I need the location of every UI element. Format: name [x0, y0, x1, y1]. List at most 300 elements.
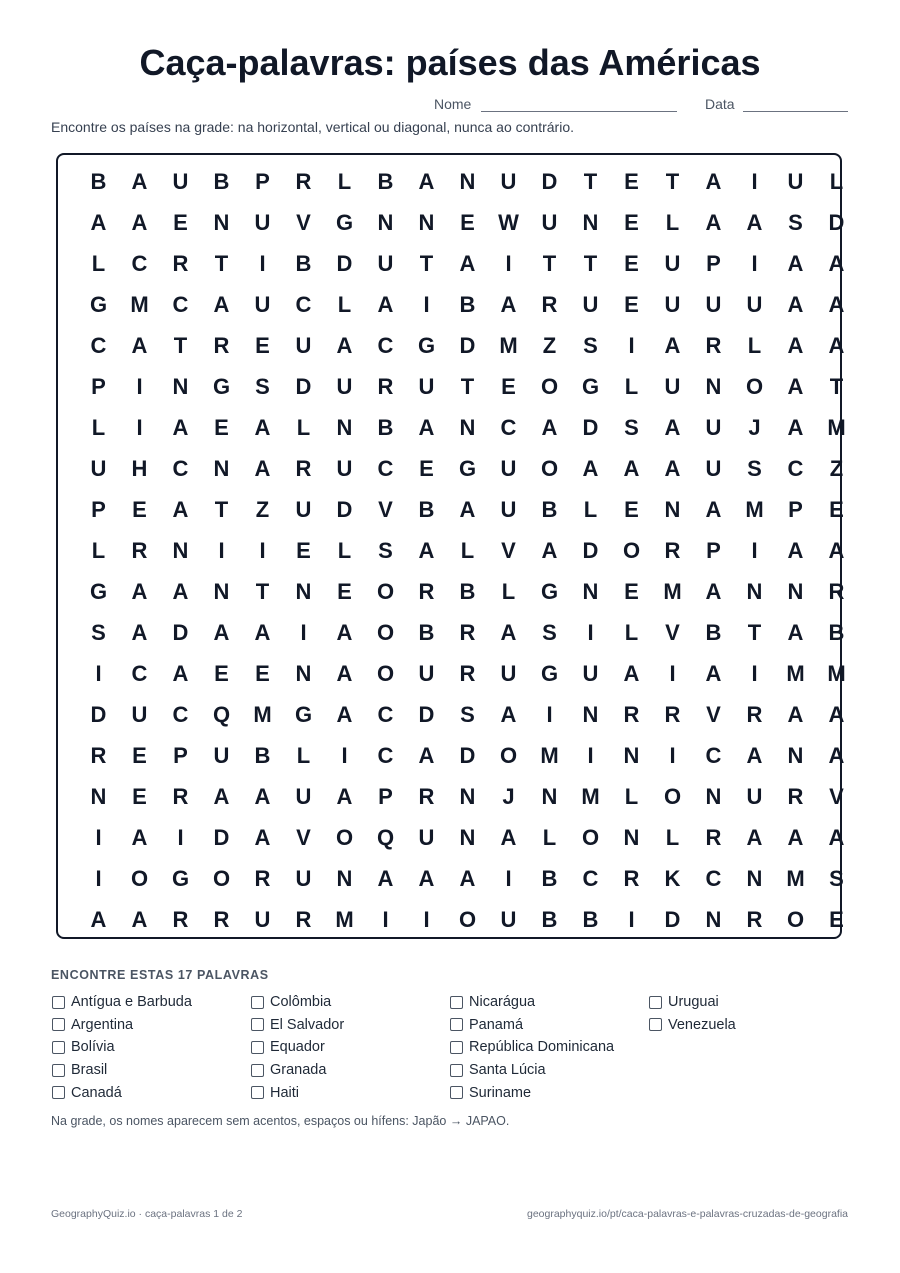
grid-letter[interactable]: R [295, 455, 312, 481]
grid-letter[interactable]: U [746, 783, 763, 809]
grid-letter[interactable]: U [295, 783, 312, 809]
grid-letter[interactable]: N [582, 209, 599, 235]
grid-letter[interactable]: O [786, 906, 805, 932]
grid-letter[interactable]: O [376, 619, 395, 645]
grid-letter[interactable]: O [540, 455, 559, 481]
grid-letter[interactable]: A [746, 209, 763, 235]
grid-letter[interactable]: G [171, 865, 190, 891]
grid-letter[interactable]: S [542, 619, 557, 645]
name-field-line[interactable] [481, 111, 677, 112]
grid-letter[interactable]: U [172, 168, 189, 194]
grid-letter[interactable]: P [91, 496, 106, 522]
grid-letter[interactable]: R [90, 742, 107, 768]
grid-letter[interactable]: A [459, 496, 476, 522]
grid-letter[interactable]: A [213, 291, 230, 317]
grid-letter[interactable]: M [827, 414, 846, 440]
grid-letter[interactable]: N [172, 373, 189, 399]
checkbox-icon[interactable] [251, 1086, 264, 1099]
grid-letter[interactable]: B [541, 496, 558, 522]
grid-letter[interactable]: R [623, 701, 640, 727]
grid-letter[interactable]: M [335, 906, 354, 932]
grid-letter[interactable]: T [214, 250, 229, 276]
grid-letter[interactable]: E [214, 414, 229, 440]
grid-letter[interactable]: C [377, 742, 394, 768]
grid-letter[interactable]: A [623, 660, 640, 686]
word-list-item[interactable] [450, 991, 649, 1014]
grid-letter[interactable]: E [255, 332, 270, 358]
grid-letter[interactable]: I [505, 250, 512, 276]
grid-letter[interactable]: R [213, 906, 230, 932]
grid-letter[interactable]: B [213, 168, 230, 194]
grid-letter[interactable]: R [541, 291, 558, 317]
grid-letter[interactable]: P [378, 783, 393, 809]
grid-letter[interactable]: I [669, 660, 676, 686]
grid-letter[interactable]: C [172, 455, 189, 481]
grid-letter[interactable]: J [502, 783, 515, 809]
grid-letter[interactable]: N [459, 414, 476, 440]
grid-letter[interactable]: Z [255, 496, 270, 522]
grid-letter[interactable]: C [705, 865, 722, 891]
grid-letter[interactable]: B [418, 496, 435, 522]
checkbox-icon[interactable] [251, 1064, 264, 1077]
word-list-item[interactable] [450, 1014, 649, 1037]
word-list-item[interactable] [251, 1059, 450, 1082]
grid-letter[interactable]: A [705, 660, 722, 686]
grid-letter[interactable]: I [95, 824, 102, 850]
grid-letter[interactable]: A [254, 824, 271, 850]
grid-letter[interactable]: L [460, 537, 475, 563]
grid-letter[interactable]: U [295, 865, 312, 891]
grid-letter[interactable]: R [418, 783, 435, 809]
grid-letter[interactable]: T [542, 250, 557, 276]
word-list-item[interactable] [52, 1081, 251, 1104]
grid-letter[interactable]: D [459, 742, 476, 768]
grid-letter[interactable]: O [130, 865, 149, 891]
grid-letter[interactable]: U [664, 291, 681, 317]
grid-letter[interactable]: A [254, 783, 271, 809]
grid-letter[interactable]: N [746, 865, 763, 891]
grid-letter[interactable]: A [828, 332, 845, 358]
word-list-item[interactable] [52, 1059, 251, 1082]
grid-letter[interactable]: U [418, 824, 435, 850]
checkbox-icon[interactable] [52, 1018, 65, 1031]
grid-letter[interactable]: L [665, 824, 680, 850]
grid-letter[interactable]: T [829, 373, 844, 399]
grid-letter[interactable]: U [664, 373, 681, 399]
grid-letter[interactable]: E [214, 660, 229, 686]
grid-letter[interactable]: E [624, 168, 639, 194]
grid-letter[interactable]: U [213, 742, 230, 768]
grid-letter[interactable]: N [623, 742, 640, 768]
grid-letter[interactable]: T [460, 373, 475, 399]
grid-letter[interactable]: T [747, 619, 762, 645]
grid-letter[interactable]: L [624, 783, 639, 809]
grid-letter[interactable]: M [786, 865, 805, 891]
grid-letter[interactable]: I [628, 906, 635, 932]
grid-letter[interactable]: G [581, 373, 600, 399]
grid-letter[interactable]: B [459, 291, 476, 317]
grid-letter[interactable]: N [459, 168, 476, 194]
word-list-item[interactable] [52, 1014, 251, 1037]
grid-letter[interactable]: R [459, 660, 476, 686]
grid-letter[interactable]: A [500, 619, 517, 645]
checkbox-icon[interactable] [649, 1018, 662, 1031]
grid-letter[interactable]: C [377, 455, 394, 481]
grid-letter[interactable]: I [628, 332, 635, 358]
grid-letter[interactable]: U [500, 455, 517, 481]
grid-letter[interactable]: R [664, 537, 681, 563]
grid-letter[interactable]: A [705, 168, 722, 194]
grid-letter[interactable]: N [787, 578, 804, 604]
grid-letter[interactable]: I [136, 414, 143, 440]
grid-letter[interactable]: Q [376, 824, 395, 850]
grid-letter[interactable]: R [213, 332, 230, 358]
grid-letter[interactable]: L [337, 537, 352, 563]
grid-letter[interactable]: T [173, 332, 188, 358]
grid-letter[interactable]: A [787, 414, 804, 440]
grid-letter[interactable]: A [418, 742, 435, 768]
grid-letter[interactable]: G [458, 455, 477, 481]
grid-letter[interactable]: I [423, 291, 430, 317]
grid-letter[interactable]: A [664, 455, 681, 481]
grid-letter[interactable]: A [828, 824, 845, 850]
grid-letter[interactable]: A [828, 742, 845, 768]
grid-letter[interactable]: U [664, 250, 681, 276]
grid-letter[interactable]: R [295, 168, 312, 194]
grid-letter[interactable]: U [500, 660, 517, 686]
grid-letter[interactable]: I [751, 168, 758, 194]
checkbox-icon[interactable] [251, 1018, 264, 1031]
grid-letter[interactable]: Z [542, 332, 557, 358]
grid-letter[interactable]: A [172, 660, 189, 686]
grid-letter[interactable]: M [499, 332, 518, 358]
grid-letter[interactable]: L [91, 537, 106, 563]
grid-letter[interactable]: I [382, 906, 389, 932]
grid-letter[interactable]: U [418, 373, 435, 399]
grid-letter[interactable]: N [787, 742, 804, 768]
grid-letter[interactable]: D [90, 701, 107, 727]
grid-letter[interactable]: O [458, 906, 477, 932]
grid-letter[interactable]: A [90, 906, 107, 932]
grid-letter[interactable]: C [172, 701, 189, 727]
grid-letter[interactable]: V [665, 619, 680, 645]
grid-letter[interactable]: D [664, 906, 681, 932]
grid-letter[interactable]: M [130, 291, 149, 317]
grid-letter[interactable]: A [582, 455, 599, 481]
grid-letter[interactable]: L [91, 414, 106, 440]
grid-letter[interactable]: O [335, 824, 354, 850]
grid-letter[interactable]: A [377, 291, 394, 317]
grid-letter[interactable]: E [624, 578, 639, 604]
grid-letter[interactable]: O [745, 373, 764, 399]
grid-letter[interactable]: S [788, 209, 803, 235]
grid-letter[interactable]: T [255, 578, 270, 604]
grid-letter[interactable]: L [91, 250, 106, 276]
grid-letter[interactable]: A [459, 865, 476, 891]
grid-letter[interactable]: V [706, 701, 721, 727]
grid-letter[interactable]: R [787, 783, 804, 809]
grid-letter[interactable]: C [131, 250, 148, 276]
grid-letter[interactable]: A [254, 414, 271, 440]
checkbox-icon[interactable] [52, 1064, 65, 1077]
grid-letter[interactable]: G [540, 660, 559, 686]
grid-letter[interactable]: N [295, 578, 312, 604]
grid-letter[interactable]: A [746, 824, 763, 850]
grid-letter[interactable]: A [131, 619, 148, 645]
grid-letter[interactable]: O [622, 537, 641, 563]
checkbox-icon[interactable] [450, 1064, 463, 1077]
grid-letter[interactable]: L [542, 824, 557, 850]
grid-letter[interactable]: A [418, 537, 435, 563]
grid-letter[interactable]: A [828, 250, 845, 276]
grid-letter[interactable]: S [583, 332, 598, 358]
grid-letter[interactable]: A [500, 824, 517, 850]
grid-letter[interactable]: L [624, 619, 639, 645]
grid-letter[interactable]: A [377, 865, 394, 891]
grid-letter[interactable]: G [212, 373, 231, 399]
grid-letter[interactable]: U [500, 906, 517, 932]
grid-letter[interactable]: R [705, 332, 722, 358]
grid-letter[interactable]: A [172, 496, 189, 522]
word-list-item[interactable] [52, 991, 251, 1014]
grid-letter[interactable]: B [90, 168, 107, 194]
grid-letter[interactable]: B [541, 906, 558, 932]
grid-letter[interactable]: I [218, 537, 225, 563]
grid-letter[interactable]: R [664, 701, 681, 727]
grid-letter[interactable]: A [828, 537, 845, 563]
grid-letter[interactable]: L [624, 373, 639, 399]
grid-letter[interactable]: B [705, 619, 722, 645]
grid-letter[interactable]: I [259, 250, 266, 276]
grid-letter[interactable]: E [624, 496, 639, 522]
grid-letter[interactable]: N [623, 824, 640, 850]
grid-letter[interactable]: T [419, 250, 434, 276]
grid-letter[interactable]: I [751, 537, 758, 563]
grid-letter[interactable]: B [295, 250, 312, 276]
grid-letter[interactable]: U [254, 291, 271, 317]
grid-letter[interactable]: A [787, 250, 804, 276]
grid-letter[interactable]: B [828, 619, 845, 645]
grid-letter[interactable]: U [295, 332, 312, 358]
grid-letter[interactable]: V [378, 496, 393, 522]
grid-letter[interactable]: L [501, 578, 516, 604]
grid-letter[interactable]: A [705, 578, 722, 604]
grid-letter[interactable]: S [91, 619, 106, 645]
grid-letter[interactable]: B [377, 168, 394, 194]
grid-letter[interactable]: R [418, 578, 435, 604]
grid-letter[interactable]: E [624, 291, 639, 317]
grid-letter[interactable]: G [417, 332, 436, 358]
grid-letter[interactable]: C [705, 742, 722, 768]
grid-letter[interactable]: L [337, 168, 352, 194]
grid-letter[interactable]: C [172, 291, 189, 317]
word-list-item[interactable] [649, 1014, 848, 1037]
grid-letter[interactable]: B [418, 619, 435, 645]
grid-letter[interactable]: A [500, 291, 517, 317]
grid-letter[interactable]: M [663, 578, 682, 604]
checkbox-icon[interactable] [251, 1041, 264, 1054]
grid-letter[interactable]: U [705, 455, 722, 481]
grid-letter[interactable]: P [173, 742, 188, 768]
grid-letter[interactable]: G [89, 291, 108, 317]
grid-letter[interactable]: U [582, 660, 599, 686]
grid-letter[interactable]: A [213, 783, 230, 809]
grid-letter[interactable]: R [172, 783, 189, 809]
grid-letter[interactable]: D [582, 414, 599, 440]
grid-letter[interactable]: N [172, 537, 189, 563]
grid-letter[interactable]: M [745, 496, 764, 522]
grid-letter[interactable]: Q [212, 701, 231, 727]
grid-letter[interactable]: I [505, 865, 512, 891]
grid-letter[interactable]: D [582, 537, 599, 563]
grid-letter[interactable]: E [132, 783, 147, 809]
grid-letter[interactable]: E [255, 660, 270, 686]
checkbox-icon[interactable] [450, 1018, 463, 1031]
grid-letter[interactable]: U [705, 414, 722, 440]
checkbox-icon[interactable] [52, 1086, 65, 1099]
grid-letter[interactable]: S [829, 865, 844, 891]
checkbox-icon[interactable] [450, 1086, 463, 1099]
grid-letter[interactable]: S [460, 701, 475, 727]
grid-letter[interactable]: A [336, 701, 353, 727]
grid-letter[interactable]: I [341, 742, 348, 768]
grid-letter[interactable]: L [296, 414, 311, 440]
grid-letter[interactable]: T [665, 168, 680, 194]
grid-letter[interactable]: R [746, 906, 763, 932]
grid-letter[interactable]: N [213, 209, 230, 235]
grid-letter[interactable]: V [296, 824, 311, 850]
grid-letter[interactable]: U [500, 168, 517, 194]
grid-letter[interactable]: S [255, 373, 270, 399]
grid-letter[interactable]: N [459, 824, 476, 850]
grid-letter[interactable]: I [259, 537, 266, 563]
grid-letter[interactable]: O [376, 660, 395, 686]
word-list-item[interactable] [52, 1036, 251, 1059]
word-list-item[interactable] [450, 1059, 649, 1082]
checkbox-icon[interactable] [649, 996, 662, 1009]
grid-letter[interactable]: R [746, 701, 763, 727]
grid-letter[interactable]: L [747, 332, 762, 358]
grid-letter[interactable]: D [172, 619, 189, 645]
grid-letter[interactable]: R [254, 865, 271, 891]
grid-letter[interactable]: A [459, 250, 476, 276]
grid-letter[interactable]: A [664, 414, 681, 440]
grid-letter[interactable]: L [829, 168, 844, 194]
grid-letter[interactable]: I [300, 619, 307, 645]
grid-letter[interactable]: D [213, 824, 230, 850]
grid-letter[interactable]: D [336, 250, 353, 276]
grid-letter[interactable]: C [500, 414, 517, 440]
grid-letter[interactable]: D [828, 209, 845, 235]
grid-letter[interactable]: N [459, 783, 476, 809]
grid-letter[interactable]: D [418, 701, 435, 727]
grid-letter[interactable]: N [582, 701, 599, 727]
grid-letter[interactable]: O [499, 742, 518, 768]
grid-letter[interactable]: A [172, 578, 189, 604]
grid-letter[interactable]: C [787, 455, 804, 481]
grid-letter[interactable]: U [336, 373, 353, 399]
grid-letter[interactable]: P [91, 373, 106, 399]
grid-letter[interactable]: S [624, 414, 639, 440]
grid-letter[interactable]: N [582, 578, 599, 604]
grid-letter[interactable]: A [787, 332, 804, 358]
grid-letter[interactable]: A [787, 291, 804, 317]
grid-letter[interactable]: G [540, 578, 559, 604]
grid-letter[interactable]: L [583, 496, 598, 522]
grid-letter[interactable]: U [254, 906, 271, 932]
grid-letter[interactable]: B [377, 414, 394, 440]
grid-letter[interactable]: T [583, 250, 598, 276]
grid-letter[interactable]: A [213, 619, 230, 645]
grid-letter[interactable]: R [459, 619, 476, 645]
grid-letter[interactable]: R [295, 906, 312, 932]
grid-letter[interactable]: U [500, 496, 517, 522]
grid-letter[interactable]: L [337, 291, 352, 317]
grid-letter[interactable]: E [337, 578, 352, 604]
grid-letter[interactable]: I [669, 742, 676, 768]
grid-letter[interactable]: N [90, 783, 107, 809]
grid-letter[interactable]: A [418, 414, 435, 440]
grid-letter[interactable]: G [335, 209, 354, 235]
grid-letter[interactable]: A [705, 209, 722, 235]
checkbox-icon[interactable] [52, 1041, 65, 1054]
grid-letter[interactable]: E [296, 537, 311, 563]
grid-letter[interactable]: C [377, 701, 394, 727]
grid-letter[interactable]: P [788, 496, 803, 522]
checkbox-icon[interactable] [450, 996, 463, 1009]
grid-letter[interactable]: L [665, 209, 680, 235]
grid-letter[interactable]: B [541, 865, 558, 891]
grid-letter[interactable]: A [828, 701, 845, 727]
grid-letter[interactable]: U [705, 291, 722, 317]
grid-letter[interactable]: R [623, 865, 640, 891]
grid-letter[interactable]: E [173, 209, 188, 235]
grid-letter[interactable]: V [501, 537, 516, 563]
grid-letter[interactable]: N [705, 373, 722, 399]
grid-letter[interactable]: A [828, 291, 845, 317]
word-list-item[interactable] [251, 1014, 450, 1037]
date-field-line[interactable] [743, 111, 848, 112]
grid-letter[interactable]: C [295, 291, 312, 317]
grid-letter[interactable]: A [787, 537, 804, 563]
grid-letter[interactable]: D [295, 373, 312, 399]
grid-letter[interactable]: V [296, 209, 311, 235]
grid-letter[interactable]: O [212, 865, 231, 891]
grid-letter[interactable]: A [500, 701, 517, 727]
grid-letter[interactable]: E [132, 742, 147, 768]
grid-letter[interactable]: A [131, 209, 148, 235]
grid-letter[interactable]: I [95, 865, 102, 891]
grid-letter[interactable]: A [336, 660, 353, 686]
grid-letter[interactable]: I [751, 660, 758, 686]
grid-letter[interactable]: W [498, 209, 519, 235]
grid-letter[interactable]: R [131, 537, 148, 563]
grid-letter[interactable]: R [172, 250, 189, 276]
grid-letter[interactable]: R [828, 578, 845, 604]
grid-letter[interactable]: I [95, 660, 102, 686]
checkbox-icon[interactable] [251, 996, 264, 1009]
grid-letter[interactable]: U [336, 455, 353, 481]
grid-letter[interactable]: N [336, 865, 353, 891]
grid-letter[interactable]: D [336, 496, 353, 522]
grid-letter[interactable]: E [829, 906, 844, 932]
grid-letter[interactable]: A [131, 332, 148, 358]
word-list-item[interactable] [450, 1081, 649, 1104]
grid-letter[interactable]: C [582, 865, 599, 891]
grid-letter[interactable]: A [131, 578, 148, 604]
grid-letter[interactable]: A [172, 414, 189, 440]
grid-letter[interactable]: U [131, 701, 148, 727]
